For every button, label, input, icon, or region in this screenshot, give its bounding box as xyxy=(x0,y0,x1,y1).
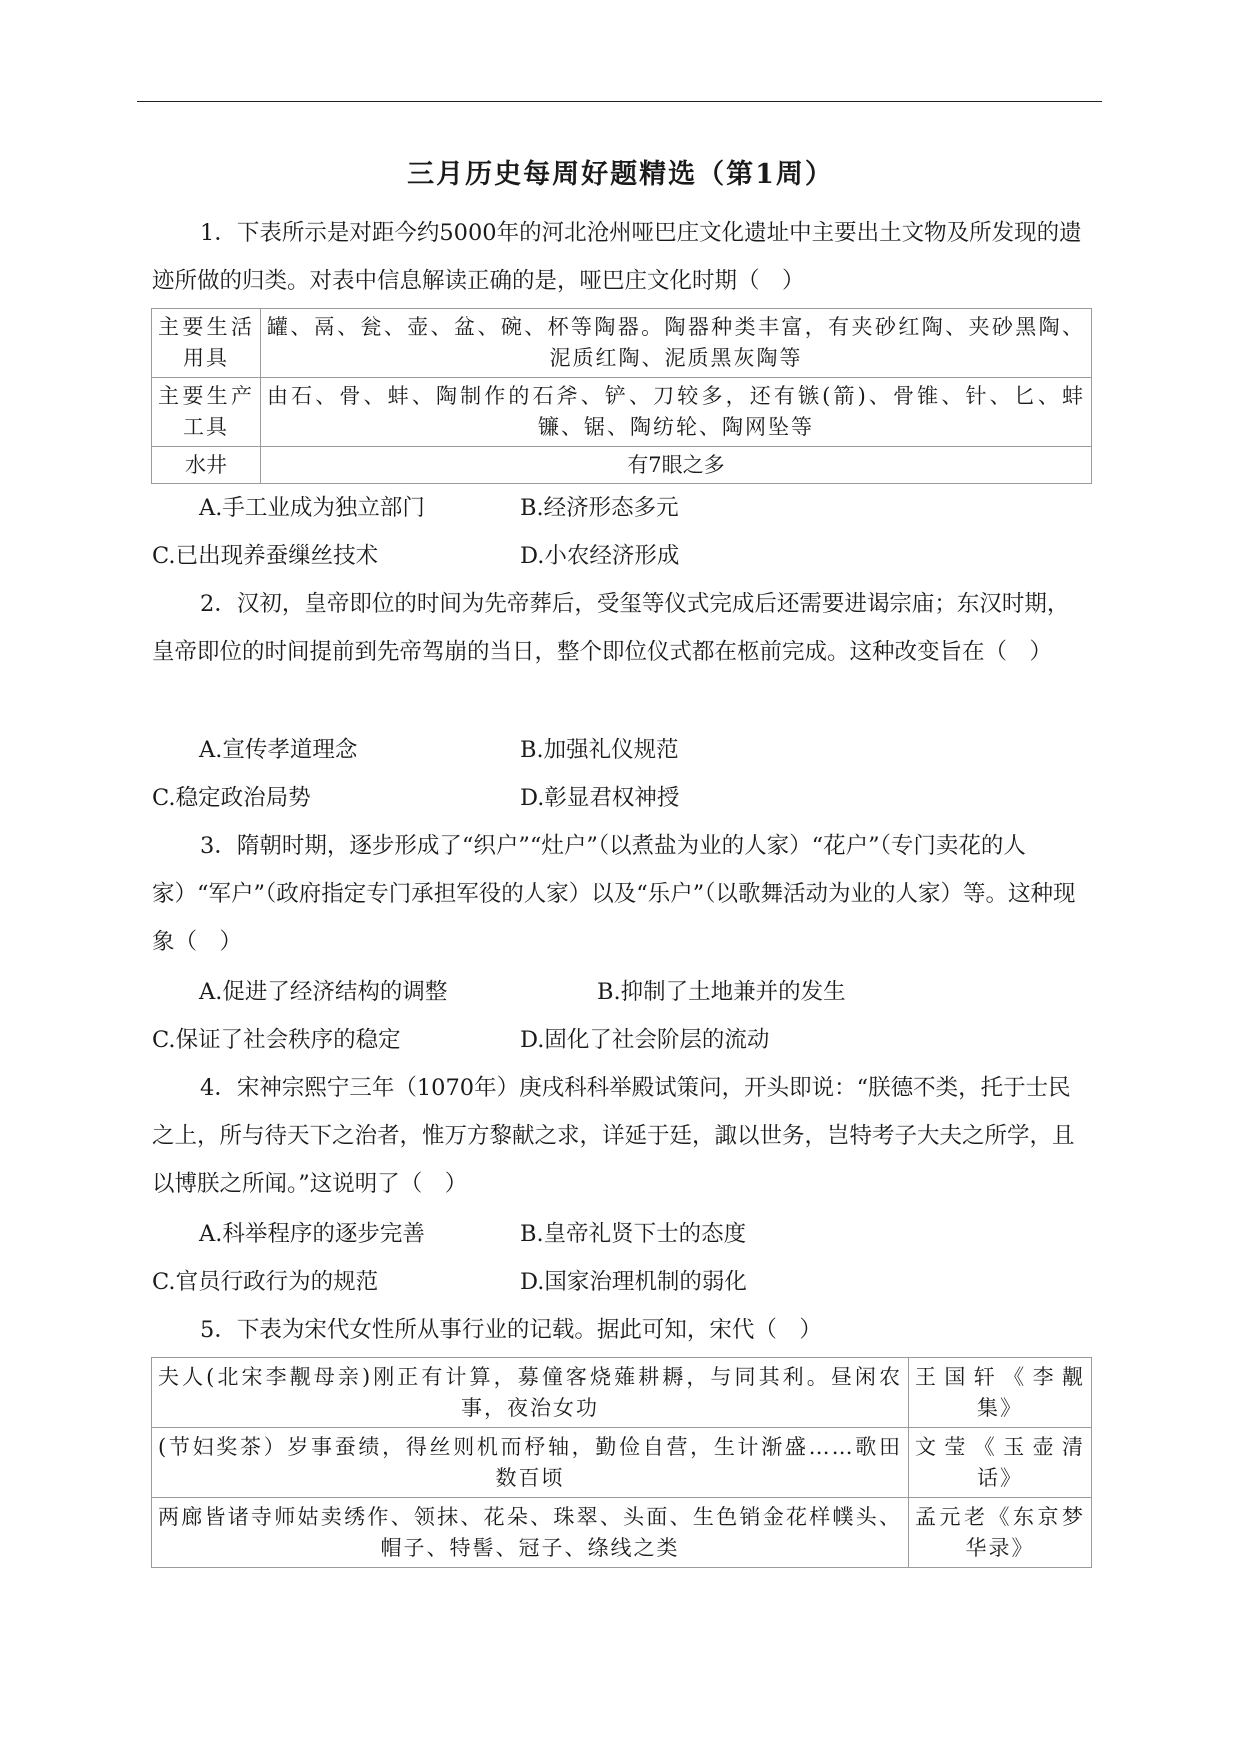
question-2-stem: 2．汉初，皇帝即位的时间为先帝葬后，受玺等仪式完成后还需要进谒宗庙；东汉时期，皇帝即位的时间提前到先帝驾崩的当日，整个即位仪式都在柩前完成。这种改变旨在（ ） xyxy=(152,591,1070,665)
option-d[interactable]: D.彰显君权神授 xyxy=(520,785,680,811)
row-source: 孟元老《东京梦华录》 xyxy=(909,1498,1092,1568)
table-row xyxy=(152,378,1092,447)
row-label: 主要生活用具 xyxy=(152,309,261,378)
option-b[interactable]: B.经济形态多元 xyxy=(520,495,679,521)
option-c[interactable]: C.保证了社会秩序的稳定 xyxy=(152,1027,401,1053)
option-b[interactable]: B.皇帝礼贤下士的态度 xyxy=(520,1221,747,1247)
row-content: (节妇奖茶）岁事蚕绩，得丝则机而杼轴，勤俭自营，生计渐盛……歌田数百顷 xyxy=(152,1428,909,1498)
row-label: 主要生产工具 xyxy=(152,378,261,447)
question-4-stem: 4．宋神宗熙宁三年（1070年）庚戌科科举殿试策问，开头即说：“朕德不类，托于士民之上，所与待天下之治者，惟万方黎献之求，详延于廷，諏以世务，岂特考子大夫之所学，且以博朕之所闻。”这说明了（ ） xyxy=(152,1075,1075,1197)
option-c[interactable]: C.官员行政行为的规范 xyxy=(152,1269,379,1295)
question-1-stem: 1．下表所示是对距今约5000年的河北沧州哑巴庄文化遗址中主要出土文物及所发现的遗迹所做的归类。对表中信息解读正确的是，哑巴庄文化时期（ ） xyxy=(152,220,1082,294)
option-b[interactable]: B.加强礼仪规范 xyxy=(520,737,679,763)
row-content: 由石、骨、蚌、陶制作的石斧、铲、刀较多，还有镞(箭)、骨锥、针、匕、蚌镰、锯、陶纺轮、陶网坠等 xyxy=(261,378,1092,447)
row-content: 夫人(北宋李觏母亲)刚正有计算，募僮客烧薙耕耨，与同其利。昼闲农事，夜治女功 xyxy=(152,1358,909,1428)
row-content: 两廊皆诸寺师姑卖绣作、领抹、花朵、珠翠、头面、生色销金花样幞头、帽子、特髻、冠子、绦线之类 xyxy=(152,1498,909,1568)
header-rule xyxy=(137,101,1102,102)
table-row xyxy=(152,1428,1092,1498)
row-source: 文莹《玉壶清话》 xyxy=(909,1428,1092,1498)
option-d[interactable]: D.国家治理机制的弱化 xyxy=(520,1269,747,1295)
option-c[interactable]: C.稳定政治局势 xyxy=(152,785,311,811)
question-5-stem: 5．下表为宋代女性所从事行业的记载。据此可知，宋代（ ） xyxy=(200,1317,822,1343)
option-a[interactable]: A.促进了经济结构的调整 xyxy=(199,979,448,1005)
option-a[interactable]: A.手工业成为独立部门 xyxy=(199,495,425,521)
table-row xyxy=(152,309,1092,378)
question-3-stem: 3．隋朝时期，逐步形成了“织户”“灶户”（以煮盐为业的人家）“花户”（专门卖花的人家）“军户”（政府指定专门承担军役的人家）以及“乐户”（以歌舞活动为业的人家）等。这种现象（ ） xyxy=(152,833,1076,955)
table-row xyxy=(152,1498,1092,1568)
option-a[interactable]: A.科举程序的逐步完善 xyxy=(199,1221,425,1247)
page-title: 三月历史每周好题精选（第1周） xyxy=(407,159,834,190)
row-source: 王国轩《李觏集》 xyxy=(909,1358,1092,1428)
question-1-table xyxy=(151,308,1092,484)
option-a[interactable]: A.宣传孝道理念 xyxy=(199,737,358,763)
row-content: 有7眼之多 xyxy=(261,447,1092,484)
row-content: 罐、鬲、瓮、壶、盆、碗、杯等陶器。陶器种类丰富，有夹砂红陶、夹砂黑陶、泥质红陶、泥质黑灰陶等 xyxy=(261,309,1092,378)
question-5-table xyxy=(151,1357,1092,1568)
option-d[interactable]: D.固化了社会阶层的流动 xyxy=(520,1027,770,1053)
row-label: 水井 xyxy=(152,447,261,484)
option-b[interactable]: B.抑制了土地兼并的发生 xyxy=(597,979,846,1005)
option-c[interactable]: C.已出现养蚕缫丝技术 xyxy=(152,543,379,569)
table-row xyxy=(152,447,1092,484)
table-row xyxy=(152,1358,1092,1428)
option-d[interactable]: D.小农经济形成 xyxy=(520,543,680,569)
